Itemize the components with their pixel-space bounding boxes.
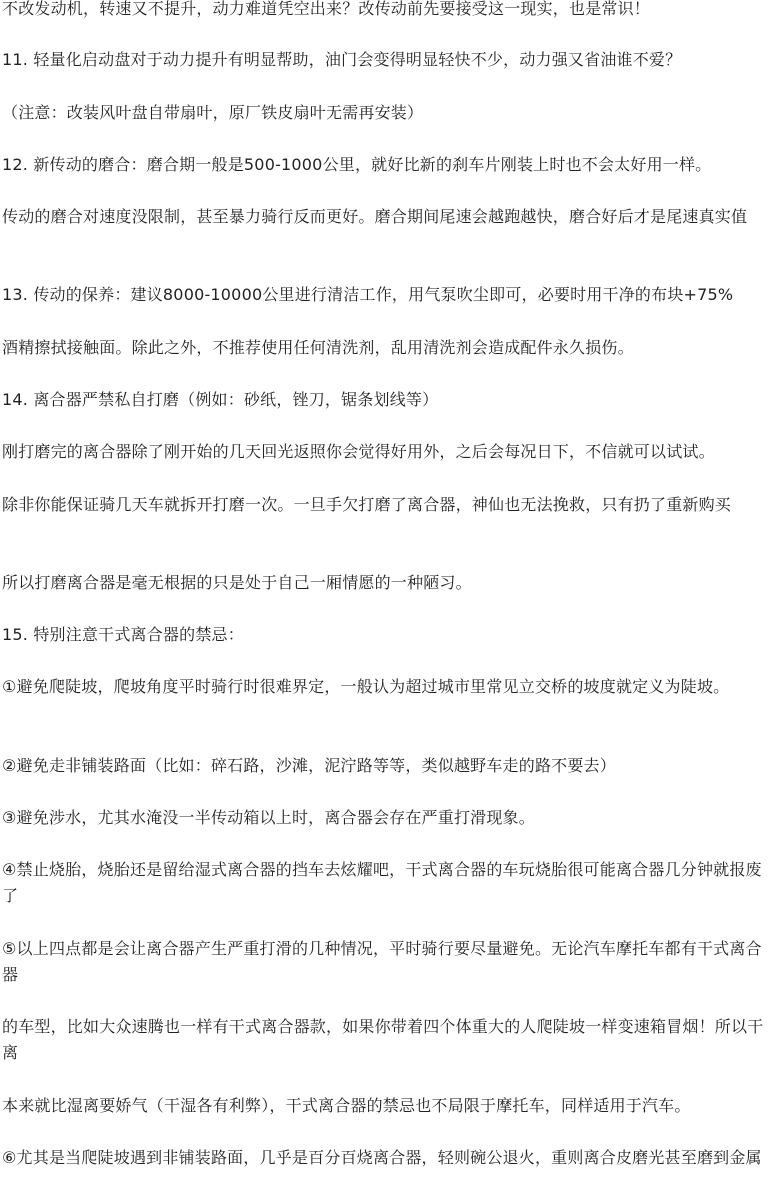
paragraph-rule-1: ①避免爬陡坡，爬坡角度平时骑行时很难界定，一般认为超过城市里常见立交桥的坡度就定义为陡坡。 <box>2 677 730 696</box>
paragraph-grinding: 刚打磨完的离合器除了刚开始的几天回光返照你会觉得好用外，之后会每况日下，不信就可以试试。 <box>2 442 715 461</box>
paragraph-rule-2: ②避免走非铺装路面（比如：碎石路，沙滩，泥泞路等等，类似越野车走的路不要去） <box>2 756 616 775</box>
paragraph-rule-5-cont: 的车型，比如大众速腾也一样有干式离合器款，如果你带着四个体重大的人爬陡坡一样变速箱冒烟！所以干离 <box>2 1017 764 1062</box>
paragraph-rule-4: ④禁止烧胎，烧胎还是留给湿式离合器的挡车去炫耀吧，干式离合器的车玩烧胎很可能离合器几分钟就报废了 <box>2 860 762 905</box>
paragraph-item-13: 13. 传动的保养：建议8000-10000公里进行清洁工作，用气泵吹尘即可，必要时用干净的布块+75% <box>2 285 734 304</box>
paragraph-break-in: 传动的磨合对速度没限制，甚至暴力骑行反而更好。磨合期间尾速会越跑越快，磨合好后才是尾速真实值 <box>2 207 748 226</box>
paragraph-rule-5: ⑤以上四点都是会让离合器产生严重打滑的几种情况，平时骑行要尽量避免。无论汽车摩托车都有干式离合器 <box>2 939 762 984</box>
paragraph-item-11: 11. 轻量化启动盘对于动力提升有明显帮助，油门会变得明显轻快不少，动力强又省油谁不爱？ <box>2 50 682 69</box>
paragraph-item-15: 15. 特别注意干式离合器的禁忌： <box>2 625 244 644</box>
paragraph-rule-6: ⑥尤其是当爬陡坡遇到非铺装路面，几乎是百分百烧离合器，轻则碗公退火，重则离合皮磨光甚至磨到金属 <box>2 1148 762 1167</box>
paragraph-item-14: 14. 离合器严禁私自打磨（例如：砂纸，锉刀，锯条划线等） <box>2 390 439 409</box>
paragraph-grinding-2: 除非你能保证骑几天车就拆开打磨一次。一旦手欠打磨了离合器，神仙也无法挽救，只有扔了重新购买 <box>2 495 732 514</box>
paragraph-rule-5-cont-2: 本来就比湿离要娇气（干湿各有利弊），干式离合器的禁忌也不局限于摩托车，同样适用于汽车。 <box>2 1096 691 1115</box>
paragraph-item-12: 12. 新传动的磨合：磨合期一般是500-1000公里，就好比新的刹车片刚装上时也不会太好用一样。 <box>2 155 712 174</box>
paragraph-note: （注意：改装风叶盘自带扇叶，原厂铁皮扇叶无需再安装） <box>2 103 424 122</box>
paragraph-grinding-3: 所以打磨离合器是毫无根据的只是处于自己一厢情愿的一种陋习。 <box>2 573 472 592</box>
paragraph-cleaning: 酒精擦拭接触面。除此之外，不推荐使用任何清洗剂，乱用清洗剂会造成配件永久损伤。 <box>2 338 634 357</box>
paragraph-intro: 不改发动机，转速又不提升，动力难道凭空出来？改传动前先要接受这一现实，也是常识！ <box>2 0 651 18</box>
paragraph-rule-3: ③避免涉水，尤其水淹没一半传动箱以上时，离合器会存在严重打滑现象。 <box>2 808 535 827</box>
